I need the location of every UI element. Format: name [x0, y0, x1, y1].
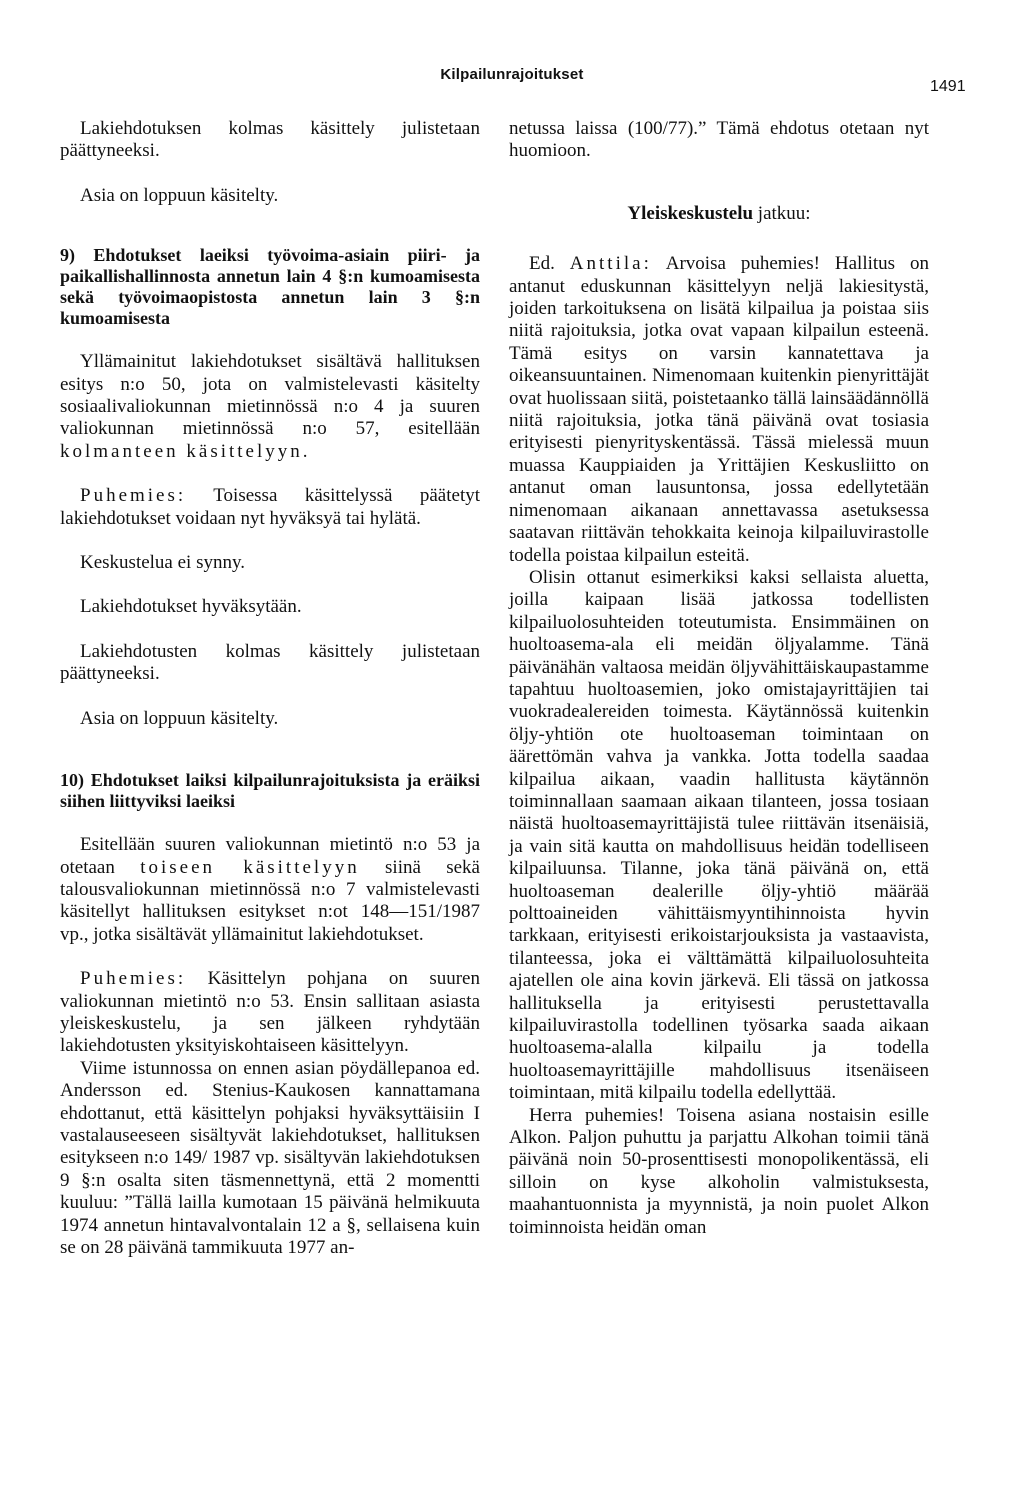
- paragraph-text: Arvoisa puhemies! Hallitus on antanut eduskunnan käsittelyyn neljä lakiesitystä, joiden tarkoituksena on lisätä kilpailua ja poistaa siis niitä rajoituksia, jotka ovat vapaan kilpailun esteenä. Tämä esitys on varsin kannatettava ja oikeansuuntainen. Nimenomaan kuitenkin pienyrittäjät ovat huolissaan siitä, poistetaanko tällä lainsäädännöllä niitä rajoituksia, jotka tänä päivänä ovat tosiasia erityisesti pienyrityskentässä. Tässä mielessä muun muassa Kauppiaiden ja Yrittäjien Keskusliitto on antanut oman lausuntonsa, jossa edellytetään nimenomaan aikanaan annettavassa asetuksessa saatavan riittävän tehokkaita keinoja kilpailuvirastolle todella poistaa kilpailun esteitä.: [509, 253, 929, 566]
- subheading-bold: Yleiskeskustelu: [627, 202, 754, 224]
- paragraph-text: siinä sekä talousvaliokunnan mietinnössä n:o 7 valmistelevasti käsitellyt hallituksen esitykset n:ot 148—151/1987 vp., jotka sisältävät yllämainitut lakiehdotukset.: [60, 856, 480, 945]
- paragraph: [509, 253, 929, 567]
- paragraph: [60, 834, 480, 946]
- section-heading-10: 10) Ehdotukset laiksi kilpailunrajoituksista ja eräiksi siihen liittyviksi laeiksi: [60, 770, 480, 812]
- paragraph: [60, 351, 480, 463]
- paragraph: Olisin ottanut esimerkiksi kaksi sellaista aluetta, joilla kaipaan lisää jatkossa todellisten kilpailuolosuhteiden toteutumista. Ensimmäinen on huoltoasema-ala eli meidän öljyalamme. Tänä päivänähän valtaosa meidän öljyvähittäiskaupastamme tapahtuu huoltoasemien, joko omistajayrittäjien tai vuokradealereiden toimesta. Käytännössä kuitenkin öljy-yhtiön ote huoltoaseman toimintaan on äärettömän vahva ja vankka. Jotta todella saadaa kilpailua aikaan, vaadin hallitusta käytännön toiminnallaan saamaan aikaan tilanteen, jossa tosiaan näistä huoltoasemayrittäjistä tulee riittävän itsenäisiä, ja vain sitä kautta on mahdollisuus heidän todelliseen kilpailuunsa. Tilanne, joka tänä päivänä on, että huoltoaseman dealerille öljy-yhtiö määrää polttoaineiden vähittäismyyntihinnoista hyvin tarkkaan, erityisesti erikoistarjouksista ja vastaavista, tilanteessa, joka ei välttämättä kilpailuolosuhteita ajatellen ole aina kovin järkevä. Eli tässä on jatkossa hallituksella ja erityisesti perustettavalla kilpailuvirastolla todellinen työsarka saada aikaan huoltoasema-alalla kilpailu ja todella huoltoasemayrittäjille mahdollisuus itsenäiseen toimintaan, mitä kilpailu todella edellyttää.: [509, 566, 929, 1104]
- spaced-text: toiseen käsittelyyn: [140, 856, 360, 878]
- paragraph: Keskustelua ei synny.: [80, 552, 245, 574]
- speaker-name: Anttila:: [569, 253, 652, 275]
- paragraph: Viime istunnossa on ennen asian pöydällepanoa ed. Andersson ed. Stenius-Kaukosen kannattamana ehdottanut, että käsittelyn pohjaksi hyväksyttäisiin I vastalauseeseen sisältyvät lakiehdotukset, hallituksen esitykseen n:o 149/ 1987 vp. sisältyvän lakiehdotuksen 9 §:n osalta siten täsmennettynä, että 2 momentti kuuluu: ”Tällä lailla kumotaan 15 päivänä helmikuuta 1974 annetun hintavalvontalain 12 a §, sellaisena kuin se on 28 päivänä tammikuuta 1977 an-: [60, 1057, 480, 1258]
- left-column: [60, 118, 480, 1259]
- section-heading-9: 9) Ehdotukset laeiksi työvoima-asiain piiri- ja paikallishallinnosta annetun lain 4 §:n kumoamisesta sekä työvoimaopistosta annetun lain 3 §:n kumoamisesta: [60, 245, 480, 329]
- paragraph: Herra puhemies! Toisena asiana nostaisin esille Alkon. Paljon puhuttu ja parjattu Alkohan toimii tänä päivänä noin 50-prosenttisesti monopolikentässä, eli silloin on kyse alkoholin valmistuksesta, maahantuonnista ja myynnistä, ja noin puolet Alkon toiminnoista heidän oman: [509, 1104, 929, 1238]
- paragraph-text: Toisessa käsittelyssä päätetyt lakiehdotukset voidaan nyt hyväksyä tai hylätä.: [60, 485, 480, 529]
- paragraph: Lakiehdotukset hyväksytään.: [80, 596, 302, 618]
- right-column: [509, 118, 929, 1239]
- paragraph: netussa laissa (100/77).” Tämä ehdotus otetaan nyt huomioon.: [509, 118, 929, 162]
- paragraph: [60, 968, 480, 1058]
- speaker-name: Puhemies:: [80, 968, 187, 990]
- header-title: Kilpailunrajoitukset: [440, 66, 584, 83]
- speaker-prefix: Ed.: [529, 253, 570, 275]
- page-number: 1491: [930, 78, 966, 95]
- paragraph-text: Yllämainitut lakiehdotukset sisältävä hallituksen esitys n:o 50, jota on valmistelevasti käsitelty sosiaalivaliokunnan mietinnössä n:o 4 ja suuren valiokunnan mietinnössä n:o 57, esitellään: [60, 351, 480, 440]
- paragraph-text: Esitellään suuren valiokunnan mietintö n:o 53 ja otetaan: [60, 834, 480, 878]
- paragraph: Lakiehdotuksen kolmas käsittely julistetaan päättyneeksi.: [60, 118, 480, 162]
- spaced-text: kolmanteen käsittelyyn.: [60, 440, 311, 462]
- paragraph: [60, 485, 480, 530]
- paragraph-text: Käsittelyn pohjana on suuren valiokunnan mietintö n:o 53. Ensin sallitaan asiasta yleiskeskustelu, ja sen jälkeen ryhdytään lakiehdotusten yksityiskohtaiseen käsittelyyn.: [60, 968, 480, 1057]
- subheading-text: jatkuu:: [753, 202, 811, 224]
- paragraph: Asia on loppuun käsitelty.: [80, 707, 279, 729]
- paragraph: Lakiehdotusten kolmas käsittely julistetaan päättyneeksi.: [60, 640, 480, 685]
- speaker-name: Puhemies:: [80, 485, 187, 507]
- subheading: [509, 203, 929, 225]
- paragraph: Asia on loppuun käsitelty.: [80, 184, 279, 206]
